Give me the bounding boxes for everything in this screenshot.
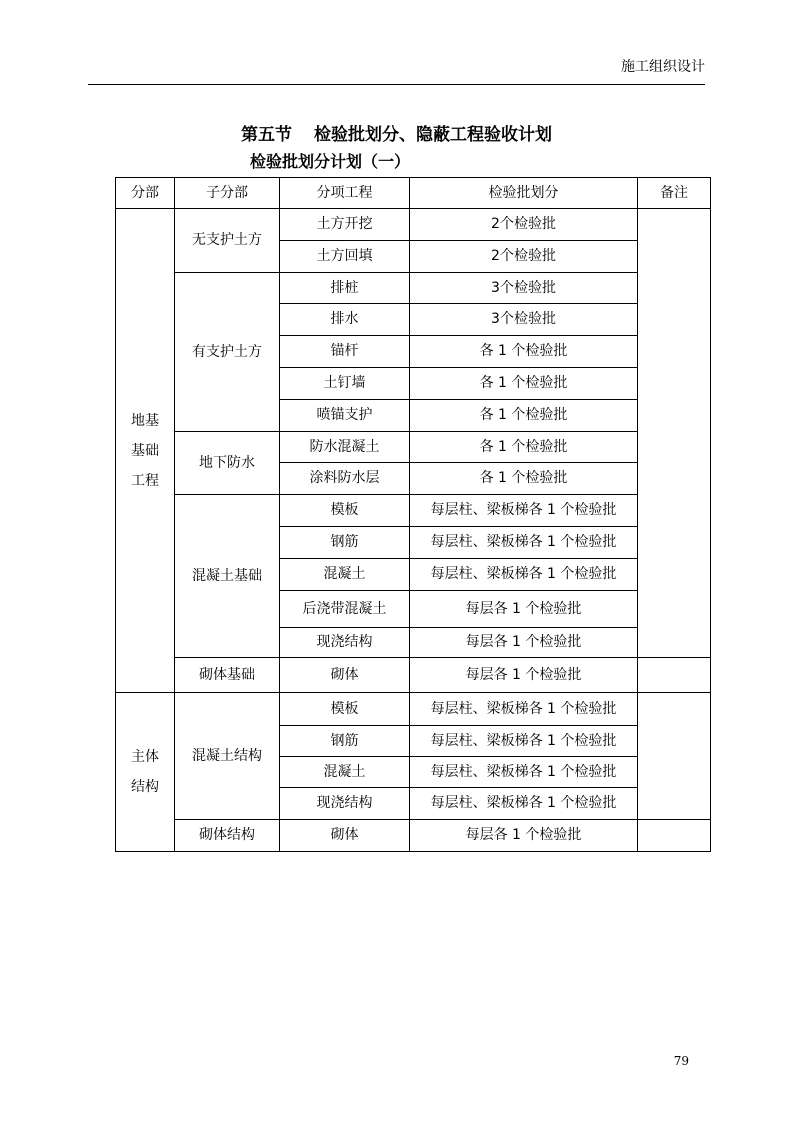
batch-cell: 每层各 1 个检验批 <box>410 820 638 852</box>
table-row <box>116 693 711 726</box>
item-cell: 砌体 <box>280 658 410 693</box>
remarks-cell <box>638 209 711 658</box>
batch-cell: 3个检验批 <box>410 273 638 304</box>
item-cell: 喷锚支护 <box>280 400 410 432</box>
table-header-row <box>116 178 711 209</box>
item-cell: 土方开挖 <box>280 209 410 241</box>
remarks-cell <box>638 693 711 820</box>
batch-cell: 2个检验批 <box>410 241 638 273</box>
division-cell <box>116 693 175 852</box>
table-row <box>116 495 711 527</box>
remarks-cell <box>638 658 711 693</box>
batch-cell: 各 1 个检验批 <box>410 336 638 368</box>
subdivision-cell: 无支护土方 <box>175 209 280 273</box>
subdivision-cell: 砌体基础 <box>175 658 280 693</box>
table-row <box>116 432 711 463</box>
remarks-cell <box>638 820 711 852</box>
table-title: 检验批划分计划（一） <box>250 152 411 171</box>
item-cell: 砌体 <box>280 820 410 852</box>
column-header: 分部 <box>116 178 175 209</box>
batch-cell: 各 1 个检验批 <box>410 432 638 463</box>
item-cell: 模板 <box>280 693 410 726</box>
section-title: 检验批划分、隐蔽工程验收计划 <box>314 125 552 145</box>
item-cell: 混凝土 <box>280 559 410 591</box>
item-cell: 土钉墙 <box>280 368 410 400</box>
section-number: 第五节 <box>241 125 292 145</box>
batch-cell: 各 1 个检验批 <box>410 368 638 400</box>
batch-cell: 每层各 1 个检验批 <box>410 591 638 628</box>
item-cell: 土方回填 <box>280 241 410 273</box>
batch-cell: 每层柱、梁板梯各 1 个检验批 <box>410 527 638 559</box>
batch-cell: 各 1 个检验批 <box>410 400 638 432</box>
division-cell <box>116 209 175 693</box>
subdivision-cell: 砌体结构 <box>175 820 280 852</box>
batch-cell: 每层柱、梁板梯各 1 个检验批 <box>410 788 638 820</box>
column-header: 子分部 <box>175 178 280 209</box>
section-heading <box>0 120 793 145</box>
table-row <box>116 820 711 852</box>
division-label: 地基 基础 工程 <box>131 412 159 489</box>
batch-cell: 每层柱、梁板梯各 1 个检验批 <box>410 559 638 591</box>
column-header: 分项工程 <box>280 178 410 209</box>
item-cell: 排水 <box>280 304 410 336</box>
batch-cell: 每层各 1 个检验批 <box>410 658 638 693</box>
batch-cell: 每层柱、梁板梯各 1 个检验批 <box>410 495 638 527</box>
batch-cell: 每层柱、梁板梯各 1 个检验批 <box>410 726 638 757</box>
item-cell: 模板 <box>280 495 410 527</box>
division-label: 主体 结构 <box>131 749 159 795</box>
subdivision-cell: 有支护土方 <box>175 273 280 432</box>
item-cell: 现浇结构 <box>280 628 410 658</box>
item-cell: 现浇结构 <box>280 788 410 820</box>
batch-cell: 3个检验批 <box>410 304 638 336</box>
table-row <box>116 658 711 693</box>
item-cell: 锚杆 <box>280 336 410 368</box>
item-cell: 涂料防水层 <box>280 463 410 495</box>
header-rule <box>88 84 705 85</box>
subdivision-cell: 地下防水 <box>175 432 280 495</box>
column-header: 检验批划分 <box>410 178 638 209</box>
running-header: 施工组织设计 <box>621 59 705 75</box>
subdivision-cell: 混凝土基础 <box>175 495 280 658</box>
item-cell: 后浇带混凝土 <box>280 591 410 628</box>
subdivision-cell: 混凝土结构 <box>175 693 280 820</box>
item-cell: 排桩 <box>280 273 410 304</box>
item-cell: 防水混凝土 <box>280 432 410 463</box>
page-number: 79 <box>673 1054 689 1068</box>
item-cell: 钢筋 <box>280 726 410 757</box>
batch-cell: 各 1 个检验批 <box>410 463 638 495</box>
column-header: 备注 <box>638 178 711 209</box>
inspection-batch-table <box>115 177 711 852</box>
item-cell: 混凝土 <box>280 757 410 788</box>
table-row <box>116 273 711 304</box>
batch-cell: 每层柱、梁板梯各 1 个检验批 <box>410 757 638 788</box>
batch-cell: 每层柱、梁板梯各 1 个检验批 <box>410 693 638 726</box>
batch-cell: 每层各 1 个检验批 <box>410 628 638 658</box>
table-row <box>116 209 711 241</box>
batch-cell: 2个检验批 <box>410 209 638 241</box>
item-cell: 钢筋 <box>280 527 410 559</box>
